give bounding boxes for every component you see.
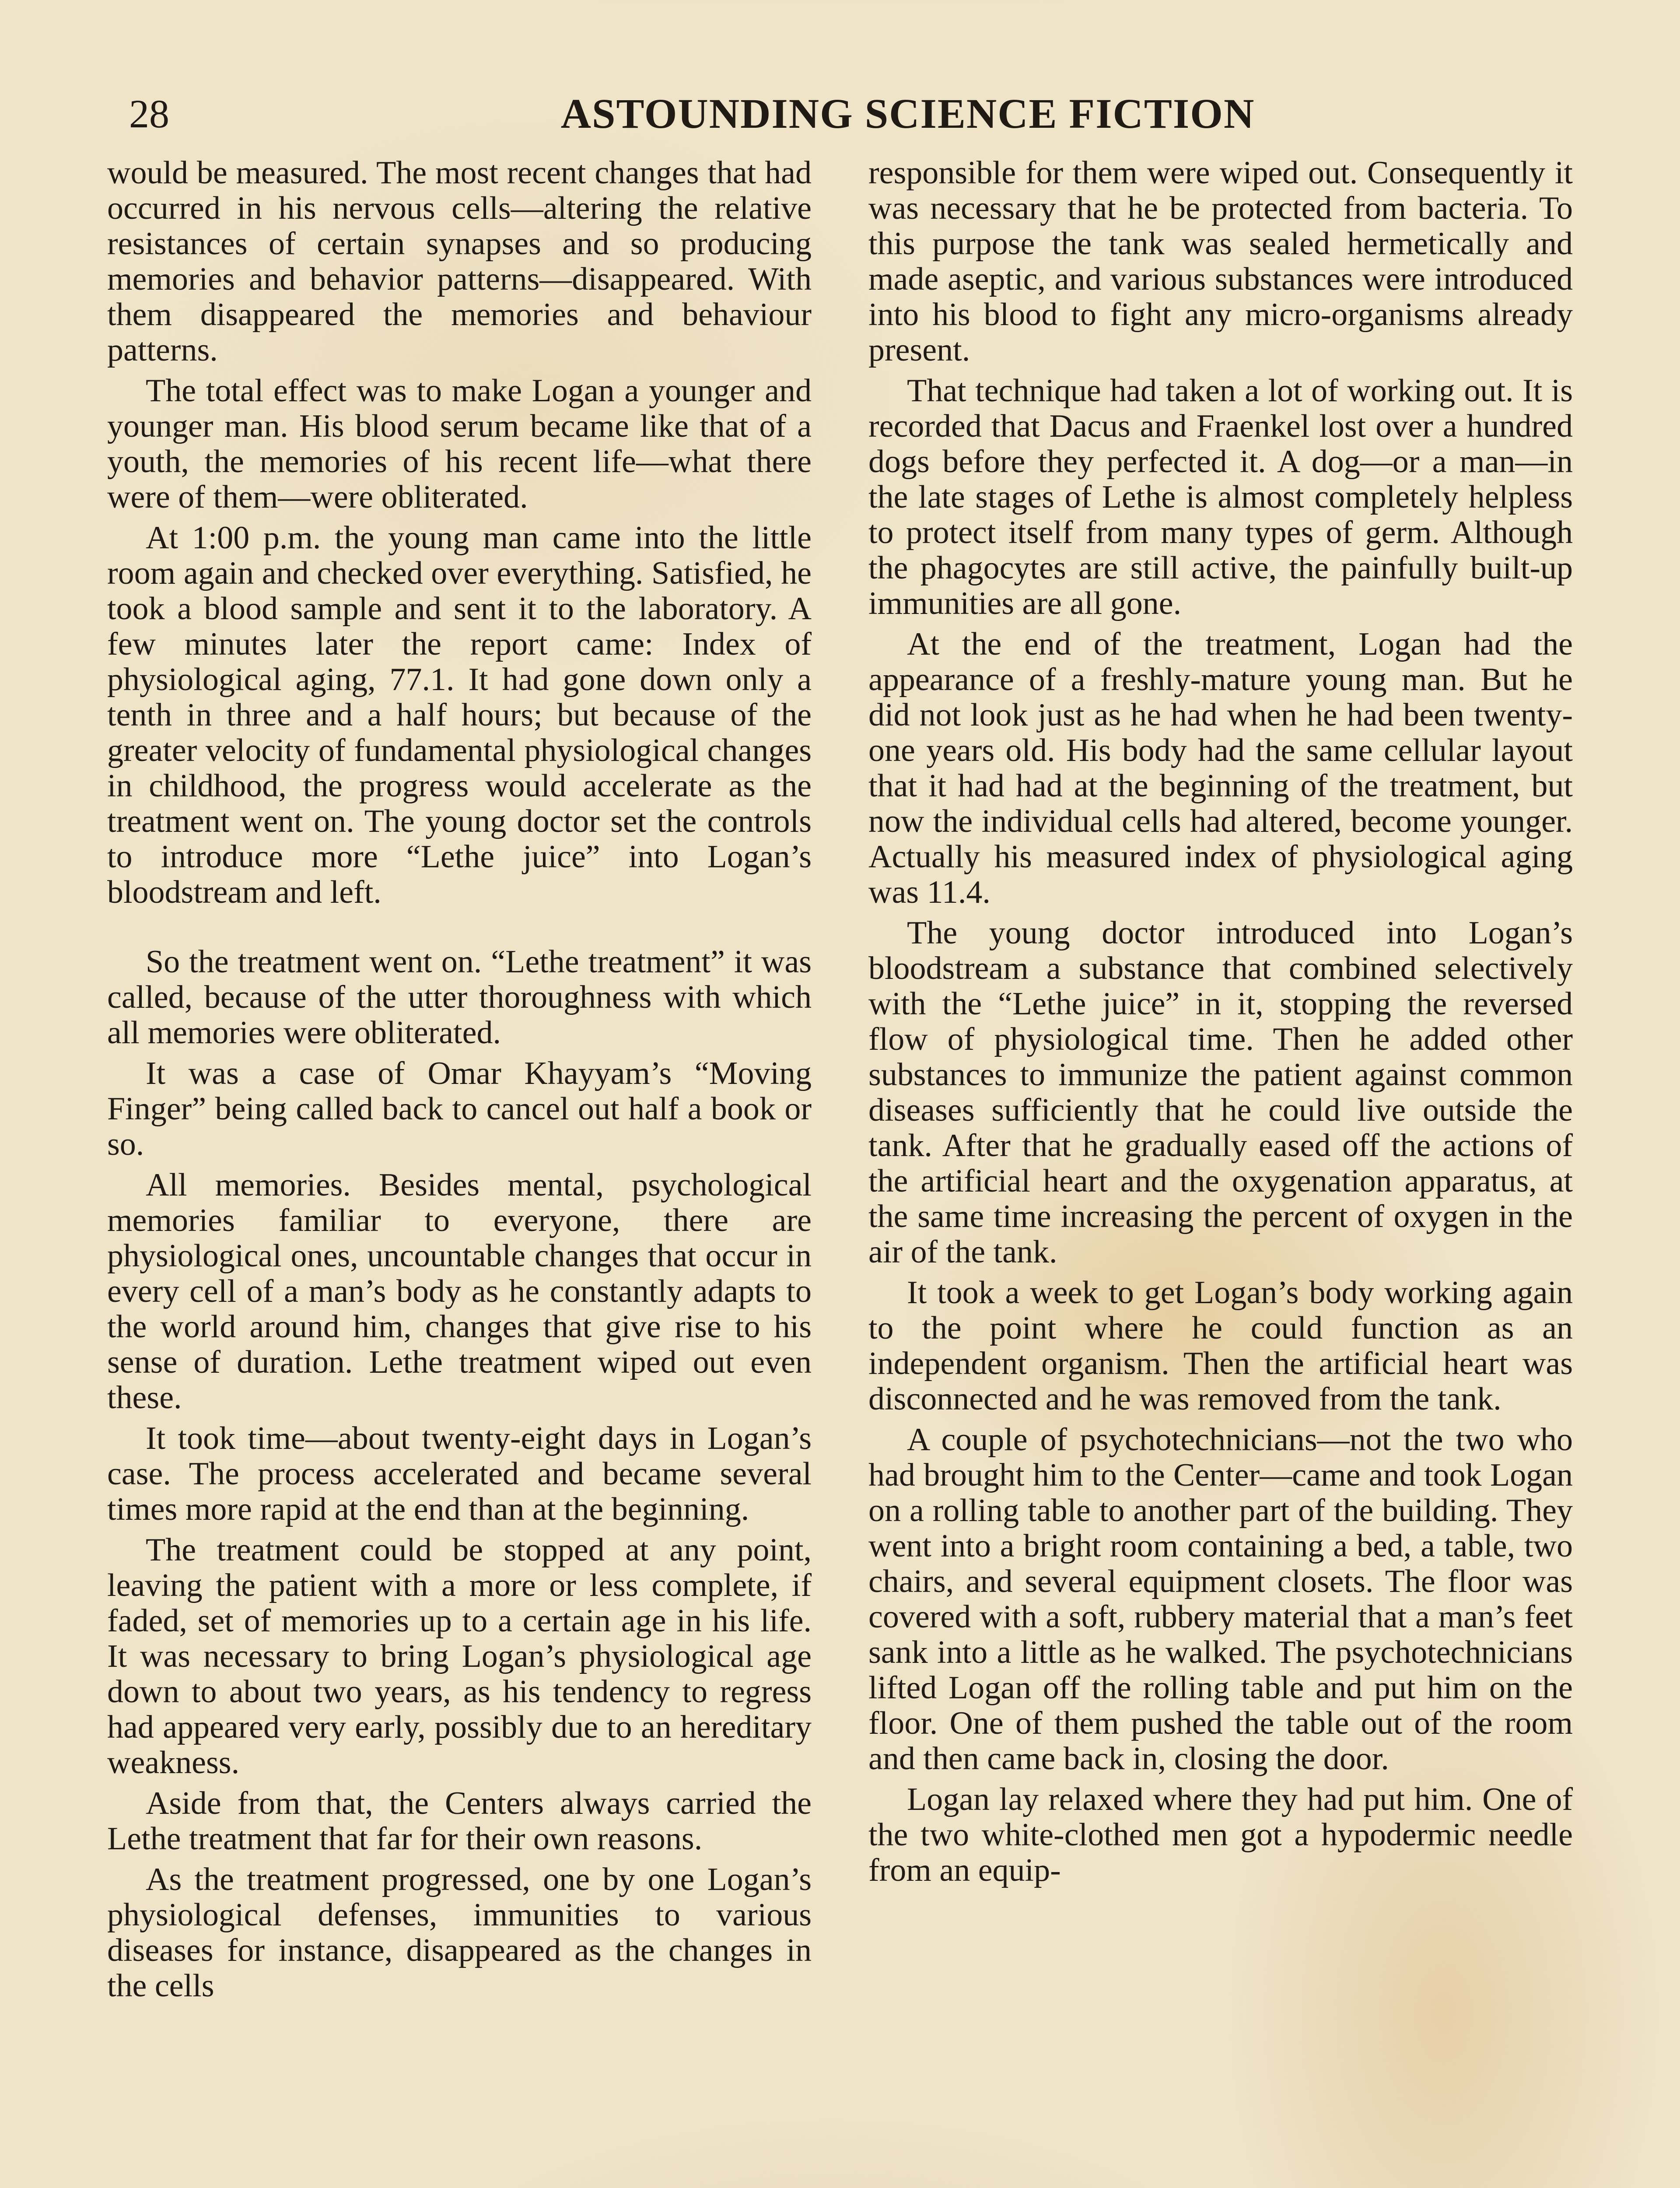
paragraph: All memories. Besides mental, psychological memories familiar to everyone, there are physiological ones, uncountable changes that occur in every cell of a man’s body as he constantly adapts to the world around him, changes that give rise to his sense of duration. Lethe treatment wiped out even these.: [107, 1167, 812, 1416]
paragraph: The treatment could be stopped at any point, leaving the patient with a more or less complete, if faded, set of memories up to a certain age in his life. It was necessary to bring Logan’s physiological age down to about two years, as his tendency to regress had appeared very early, possibly due to an hereditary weakness.: [107, 1532, 812, 1781]
page-header: [129, 83, 1573, 144]
paragraph: responsible for them were wiped out. Consequently it was necessary that he be protected from bacteria. To this purpose the tank was sealed hermetically and made aseptic, and various substances were introduced into his blood to fight any micro-organisms already present.: [868, 155, 1573, 368]
paragraph: Logan lay relaxed where they had put him. One of the two white-clothed men got a hypodermic needle from an equip-: [868, 1781, 1573, 1888]
left-column: [107, 155, 812, 2009]
paragraph: would be measured. The most recent changes that had occurred in his nervous cells—altering the relative resistances of certain synapses and so producing memories and behavior patterns—disappeared. With them disappeared the memories and behaviour patterns.: [107, 155, 812, 368]
paragraph: At the end of the treatment, Logan had the appearance of a freshly-mature young man. But he did not look just as he had when he had been twenty-one years old. His body had the same cellular layout that it had had at the beginning of the treatment, but now the individual cells had altered, become younger. Actually his measured index of physiological aging was 11.4.: [868, 626, 1573, 910]
right-column: [868, 155, 1573, 1893]
paragraph: It took time—about twenty-eight days in Logan’s case. The process accelerated and became several times more rapid at the end than at the beginning.: [107, 1420, 812, 1527]
page-number: 28: [129, 91, 169, 136]
paragraph: The total effect was to make Logan a younger and younger man. His blood serum became like that of a youth, the memories of his recent life—what there were of them—were obliterated.: [107, 373, 812, 515]
paragraph: It took a week to get Logan’s body working again to the point where he could function as an independent organism. Then the artificial heart was disconnected and he was removed from the tank.: [868, 1275, 1573, 1417]
paragraph: So the treatment went on. “Lethe treatment” it was called, because of the utter thoroughness with which all memories were obliterated.: [107, 944, 812, 1051]
paragraph: A couple of psychotechnicians—not the two who had brought him to the Center—came and took Logan on a rolling table to another part of the building. They went into a bright room containing a bed, a table, two chairs, and several equipment closets. The floor was covered with a soft, rubbery material that a man’s feet sank into a little as he walked. The psychotechnicians lifted Logan off the rolling table and put him on the floor. One of them pushed the table out of the room and then came back in, closing the door.: [868, 1422, 1573, 1777]
paragraph: Aside from that, the Centers always carried the Lethe treatment that far for their own reasons.: [107, 1785, 812, 1857]
paragraph: The young doctor introduced into Logan’s bloodstream a substance that combined selectively with the “Lethe juice” in it, stopping the reversed flow of physiological time. Then he added other substances to immunize the patient against common diseases sufficiently that he could live outside the tank. After that he gradually eased off the actions of the artificial heart and the oxygenation apparatus, at the same time increasing the percent of oxygen in the air of the tank.: [868, 915, 1573, 1270]
paragraph: That technique had taken a lot of working out. It is recorded that Dacus and Fraenkel lost over a hundred dogs before they perfected it. A dog—or a man—in the late stages of Lethe is almost completely helpless to protect itself from many types of germ. Although the phagocytes are still active, the painfully built-up immunities are all gone.: [868, 373, 1573, 621]
paragraph: As the treatment progressed, one by one Logan’s physiological defenses, immunities to various diseases for instance, disappeared as the changes in the cells: [107, 1862, 812, 2004]
paragraph: It was a case of Omar Khayyam’s “Moving Finger” being called back to cancel out half a book or so.: [107, 1055, 812, 1162]
paragraph: At 1:00 p.m. the young man came into the little room again and checked over everything. Satisfied, he took a blood sample and sent it to the laboratory. A few minutes later the report came: Index of physiological aging, 77.1. It had gone down only a tenth in three and a half hours; but because of the greater velocity of fundamental physiological changes in childhood, the progress would accelerate as the treatment went on. The young doctor set the controls to introduce more “Lethe juice” into Logan’s bloodstream and left.: [107, 520, 812, 910]
running-title: ASTOUNDING SCIENCE FICTION: [560, 90, 1255, 137]
